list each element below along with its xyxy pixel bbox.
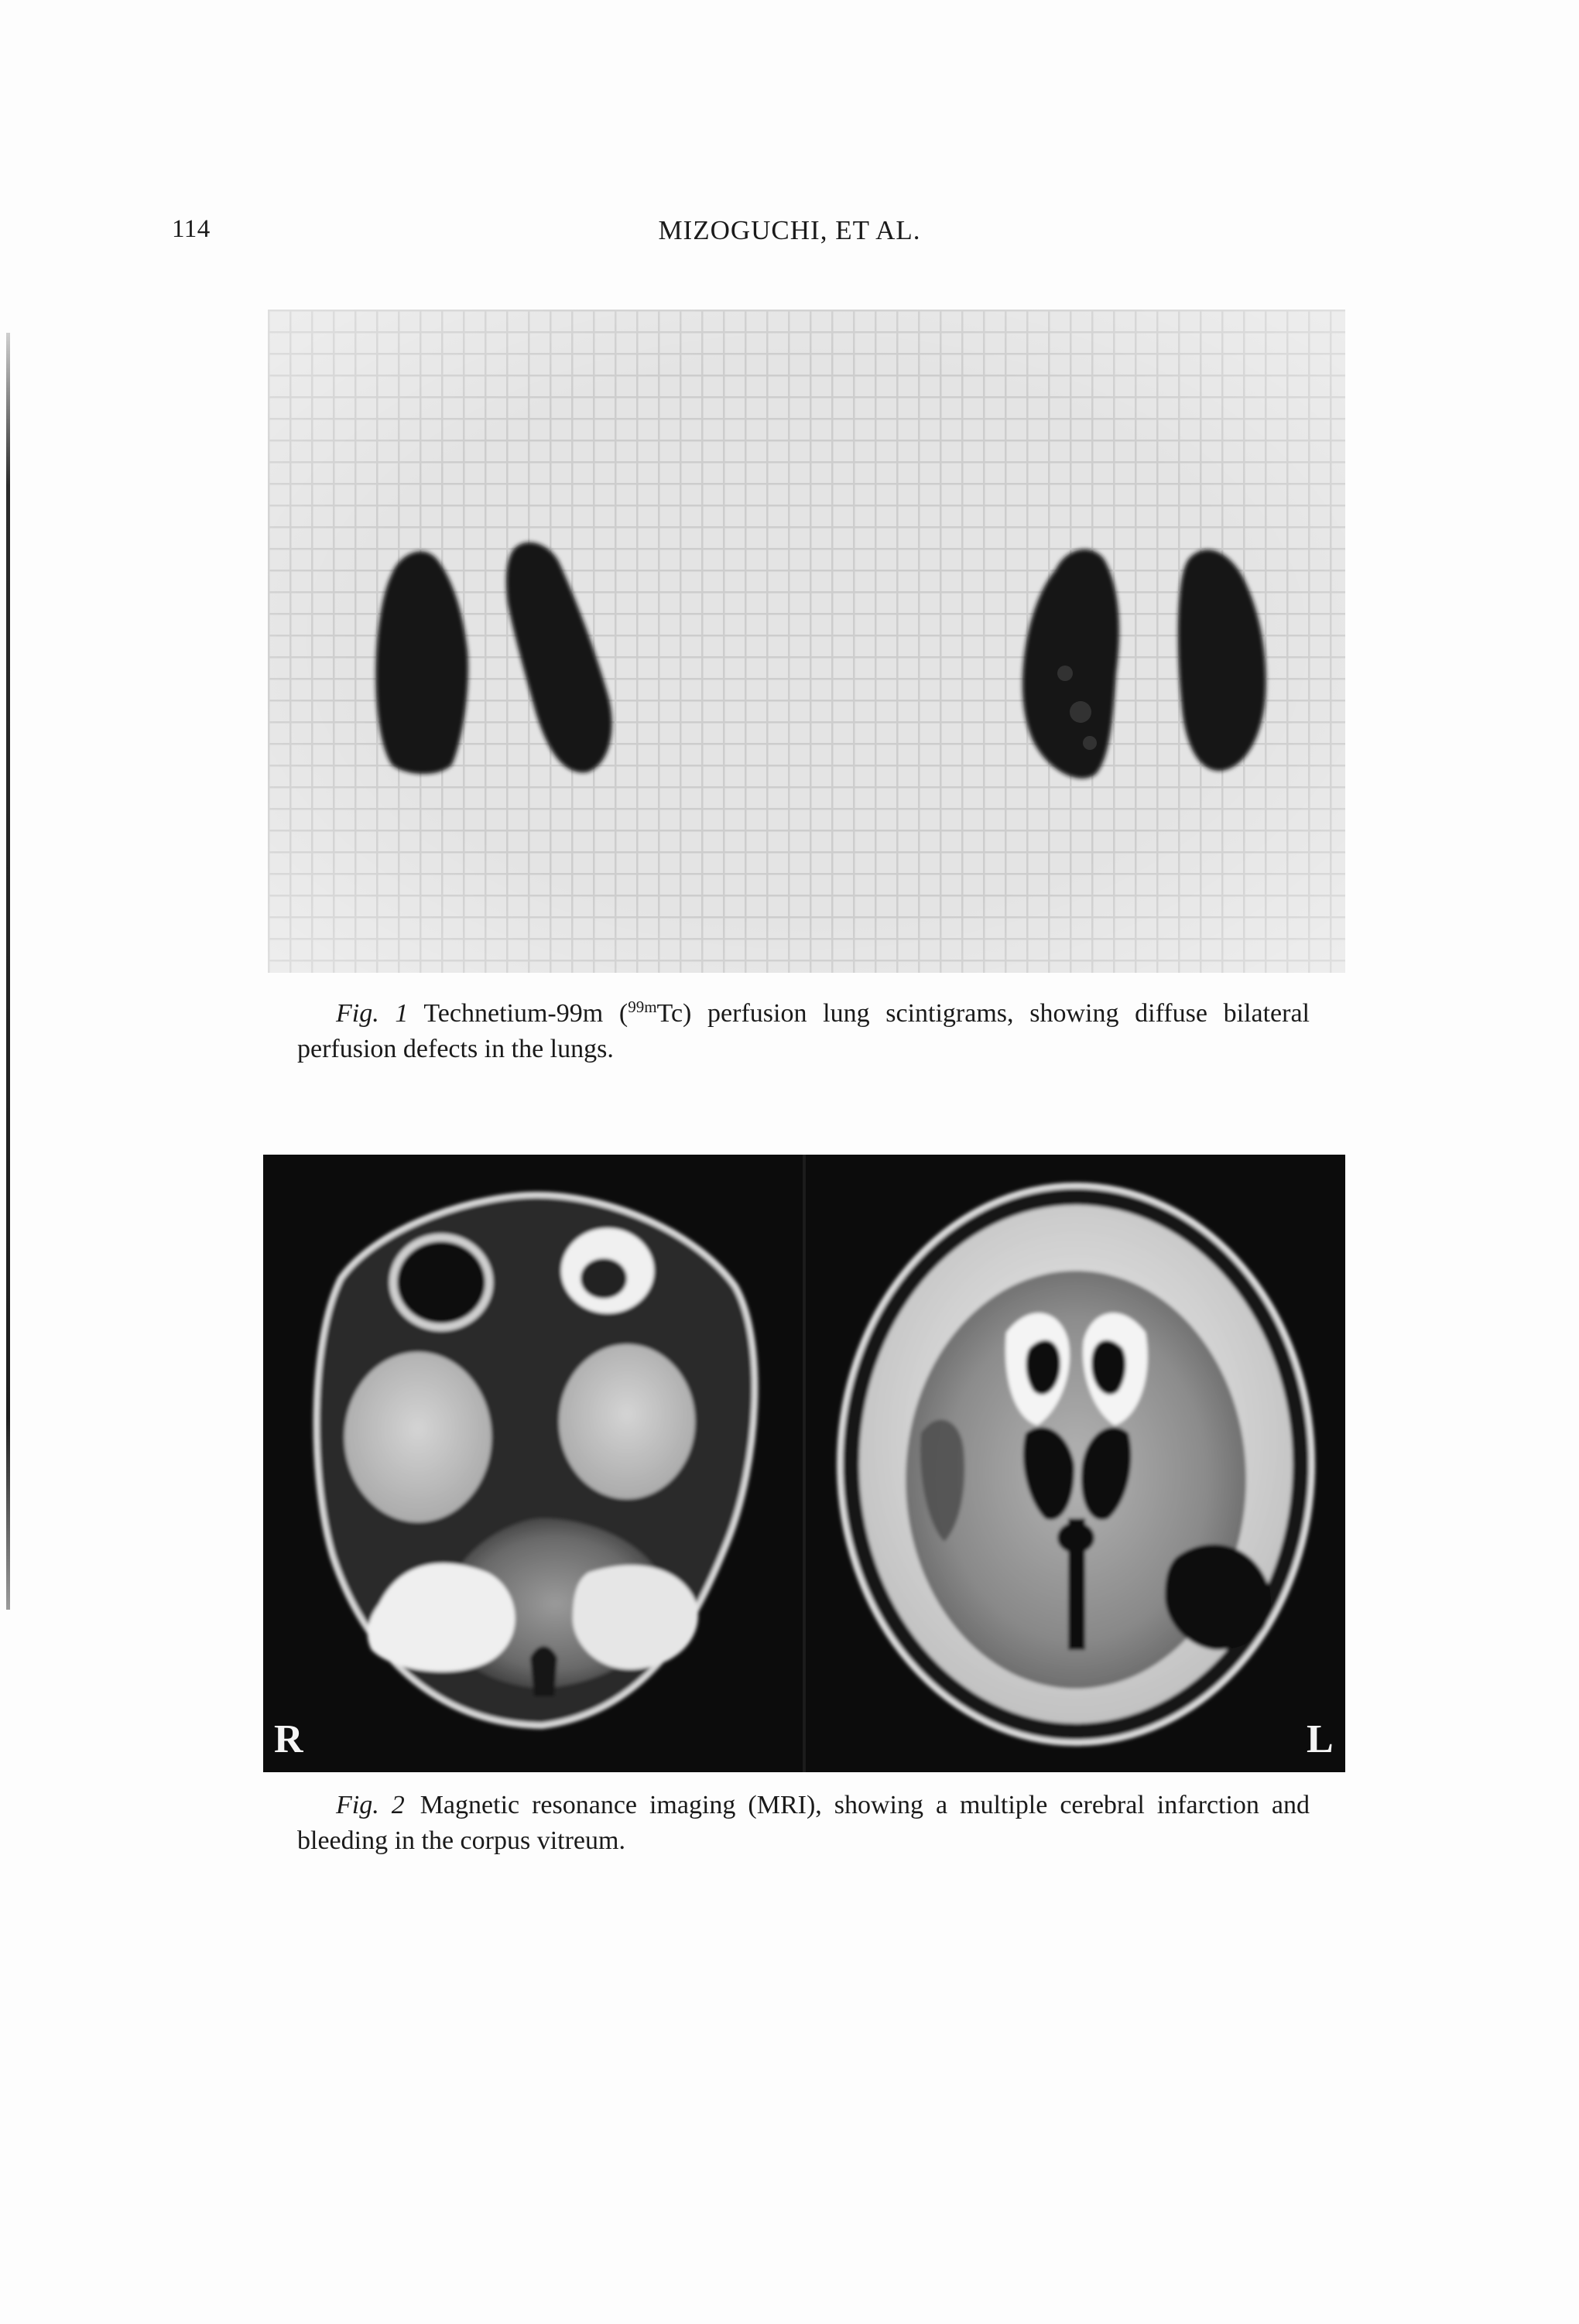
figure-2-caption-text: Magnetic resonance imaging (MRI), showing a multiple cerebral infarction and bleeding in the corpus vitreum. bbox=[297, 1791, 1310, 1855]
figure-1-caption-superscript: 99m bbox=[628, 998, 657, 1016]
scintigram-image bbox=[268, 310, 1345, 973]
figure-1-caption-text-b: Tc) perfusion lung scintigrams, showing diffuse bilateral perfusion defects in the lungs. bbox=[297, 999, 1310, 1063]
figure-1-caption bbox=[297, 996, 1310, 1067]
figure-1-label: Fig. 1 bbox=[336, 999, 409, 1028]
figure-2-mri bbox=[263, 1155, 1345, 1772]
figure-2-caption bbox=[297, 1788, 1310, 1859]
mri-image bbox=[263, 1155, 1345, 1772]
page-number: 114 bbox=[172, 215, 211, 243]
figure-1-caption-text-a: Technetium-99m ( bbox=[423, 999, 629, 1028]
running-head: MIZOGUCHI, ET AL. bbox=[658, 215, 921, 245]
mri-label-right: R bbox=[274, 1717, 303, 1761]
scan-edge-shadow bbox=[6, 333, 10, 1610]
figure-2-label: Fig. 2 bbox=[336, 1791, 405, 1819]
mri-panel-right bbox=[840, 1186, 1312, 1743]
mri-label-left: L bbox=[1307, 1717, 1334, 1761]
figure-1-lung-scintigram bbox=[268, 310, 1345, 973]
